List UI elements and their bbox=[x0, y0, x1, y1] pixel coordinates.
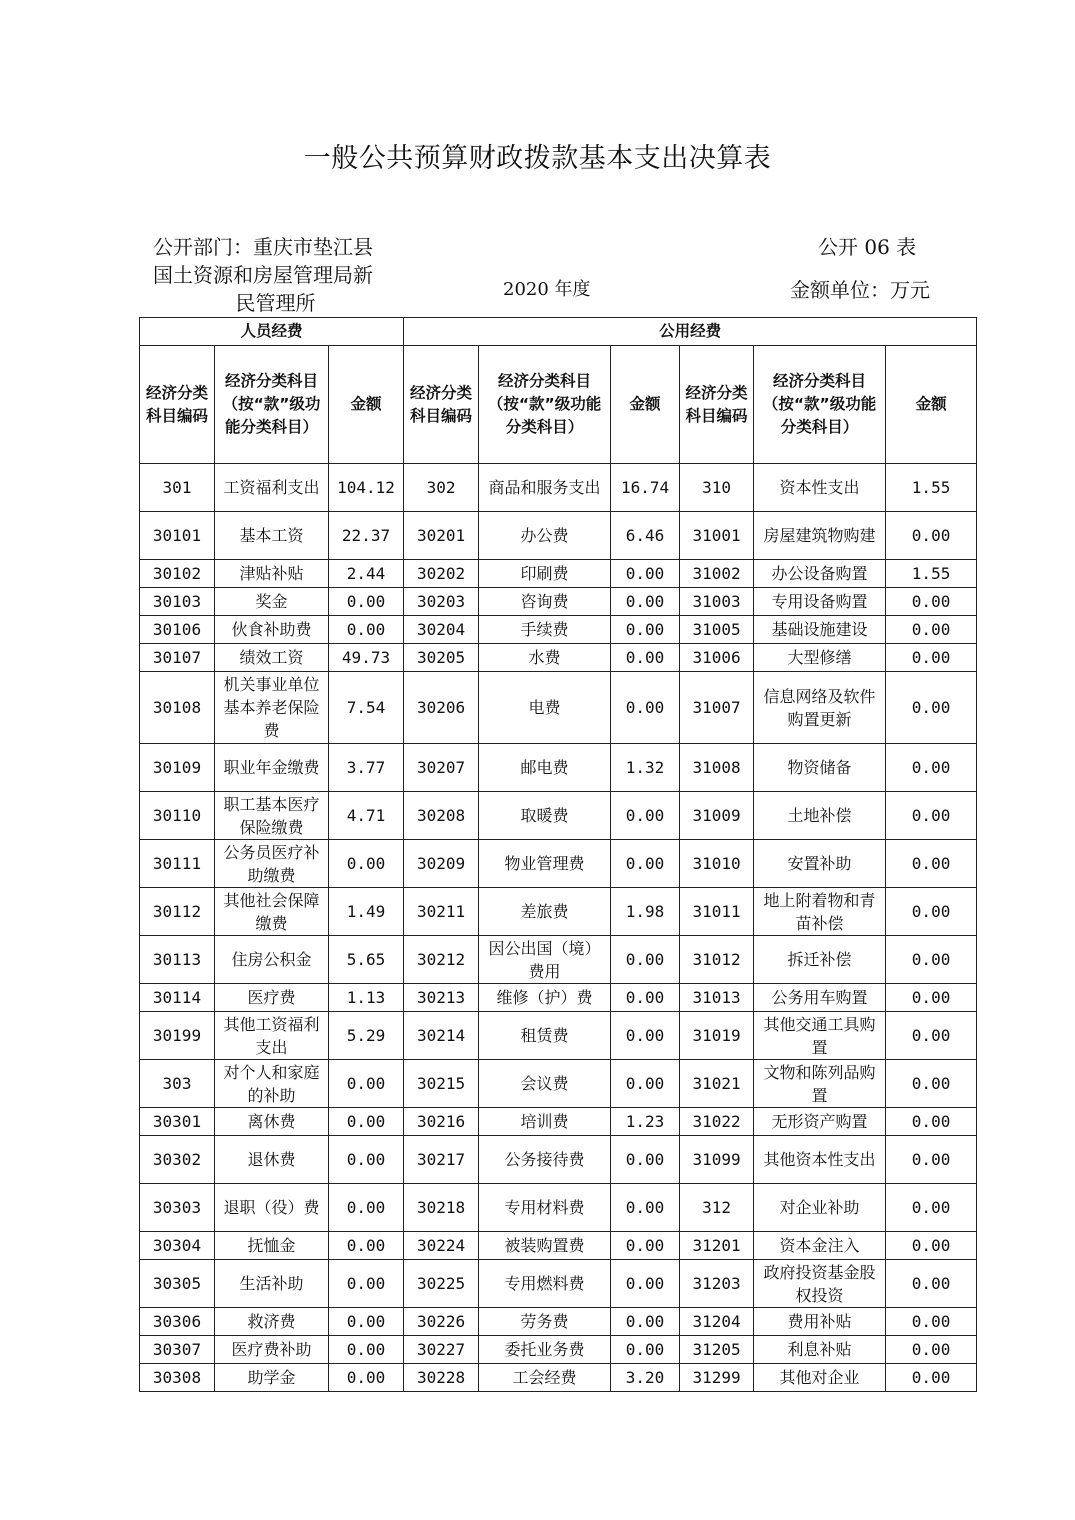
item-code: 31009 bbox=[680, 792, 754, 840]
item-code: 31002 bbox=[680, 560, 754, 588]
item-code: 31201 bbox=[680, 1232, 754, 1260]
item-amount: 0.00 bbox=[886, 1308, 977, 1336]
item-amount: 16.74 bbox=[611, 464, 680, 512]
item-amount: 5.65 bbox=[329, 936, 404, 984]
item-amount: 0.00 bbox=[886, 1060, 977, 1108]
item-amount: 0.00 bbox=[886, 616, 977, 644]
item-name: 对企业补助 bbox=[754, 1184, 886, 1232]
item-name: 职业年金缴费 bbox=[215, 744, 329, 792]
amount-unit: 金额单位：万元 bbox=[790, 278, 930, 302]
item-code: 30305 bbox=[140, 1260, 215, 1308]
table-row bbox=[140, 792, 977, 840]
group-header-personnel: 人员经费 bbox=[140, 318, 404, 346]
item-amount: 104.12 bbox=[329, 464, 404, 512]
item-name: 绩效工资 bbox=[215, 644, 329, 672]
item-amount: 0.00 bbox=[329, 1232, 404, 1260]
item-amount: 1.49 bbox=[329, 888, 404, 936]
item-name: 房屋建筑物购建 bbox=[754, 512, 886, 560]
item-code: 30201 bbox=[404, 512, 479, 560]
item-name: 其他资本性支出 bbox=[754, 1136, 886, 1184]
table-number: 公开 06 表 bbox=[818, 235, 917, 259]
item-amount: 1.55 bbox=[886, 560, 977, 588]
item-amount: 1.55 bbox=[886, 464, 977, 512]
item-amount: 0.00 bbox=[329, 840, 404, 888]
item-code: 31006 bbox=[680, 644, 754, 672]
item-code: 30302 bbox=[140, 1136, 215, 1184]
item-amount: 0.00 bbox=[611, 1232, 680, 1260]
item-amount: 0.00 bbox=[329, 588, 404, 616]
item-code: 31003 bbox=[680, 588, 754, 616]
item-amount: 0.00 bbox=[329, 1336, 404, 1364]
item-name: 资本性支出 bbox=[754, 464, 886, 512]
item-code: 31007 bbox=[680, 672, 754, 744]
item-amount: 2.44 bbox=[329, 560, 404, 588]
item-amount: 0.00 bbox=[611, 644, 680, 672]
item-name: 其他社会保障缴费 bbox=[215, 888, 329, 936]
publishing-department bbox=[153, 233, 398, 317]
item-code: 30218 bbox=[404, 1184, 479, 1232]
table-row bbox=[140, 1336, 977, 1364]
item-code: 30112 bbox=[140, 888, 215, 936]
table-row bbox=[140, 672, 977, 744]
item-amount: 0.00 bbox=[886, 1136, 977, 1184]
item-code: 30107 bbox=[140, 644, 215, 672]
item-amount: 0.00 bbox=[886, 1232, 977, 1260]
item-name: 生活补助 bbox=[215, 1260, 329, 1308]
item-amount: 0.00 bbox=[329, 1308, 404, 1336]
item-name: 大型修缮 bbox=[754, 644, 886, 672]
table-row bbox=[140, 1108, 977, 1136]
item-amount: 0.00 bbox=[611, 672, 680, 744]
item-name: 土地补偿 bbox=[754, 792, 886, 840]
item-name: 商品和服务支出 bbox=[479, 464, 611, 512]
item-code: 30213 bbox=[404, 984, 479, 1012]
item-code: 30103 bbox=[140, 588, 215, 616]
item-code: 30102 bbox=[140, 560, 215, 588]
item-code: 30208 bbox=[404, 792, 479, 840]
item-code: 30199 bbox=[140, 1012, 215, 1060]
item-amount: 0.00 bbox=[886, 588, 977, 616]
fiscal-year: 2020 年度 bbox=[503, 279, 591, 300]
item-code: 30304 bbox=[140, 1232, 215, 1260]
item-amount: 0.00 bbox=[611, 588, 680, 616]
item-amount: 0.00 bbox=[611, 616, 680, 644]
item-code: 312 bbox=[680, 1184, 754, 1232]
item-code: 30207 bbox=[404, 744, 479, 792]
item-amount: 0.00 bbox=[611, 1184, 680, 1232]
item-name: 对个人和家庭的补助 bbox=[215, 1060, 329, 1108]
item-code: 31205 bbox=[680, 1336, 754, 1364]
item-name: 办公设备购置 bbox=[754, 560, 886, 588]
item-amount: 0.00 bbox=[886, 644, 977, 672]
item-amount: 0.00 bbox=[886, 1364, 977, 1392]
item-name: 政府投资基金股权投资 bbox=[754, 1260, 886, 1308]
table-row bbox=[140, 840, 977, 888]
item-code: 31010 bbox=[680, 840, 754, 888]
item-amount: 0.00 bbox=[611, 840, 680, 888]
item-amount: 0.00 bbox=[886, 1260, 977, 1308]
item-name: 奖金 bbox=[215, 588, 329, 616]
item-amount: 0.00 bbox=[611, 1136, 680, 1184]
item-code: 31013 bbox=[680, 984, 754, 1012]
item-name: 离休费 bbox=[215, 1108, 329, 1136]
item-name: 公务用车购置 bbox=[754, 984, 886, 1012]
col-header-amount: 金额 bbox=[329, 346, 404, 464]
col-header-amount: 金额 bbox=[611, 346, 680, 464]
item-name: 取暖费 bbox=[479, 792, 611, 840]
col-header-code: 经济分类科目编码 bbox=[680, 346, 754, 464]
page-title: 一般公共预算财政拨款基本支出决算表 bbox=[303, 143, 772, 174]
col-header-code: 经济分类科目编码 bbox=[140, 346, 215, 464]
item-name: 会议费 bbox=[479, 1060, 611, 1108]
item-code: 30307 bbox=[140, 1336, 215, 1364]
item-name: 机关事业单位基本养老保险费 bbox=[215, 672, 329, 744]
item-name: 专用燃料费 bbox=[479, 1260, 611, 1308]
item-name: 物业管理费 bbox=[479, 840, 611, 888]
item-amount: 0.00 bbox=[329, 1364, 404, 1392]
item-name: 医疗费补助 bbox=[215, 1336, 329, 1364]
item-name: 培训费 bbox=[479, 1108, 611, 1136]
dept-line-3: 民管理所 bbox=[235, 291, 316, 315]
table-row bbox=[140, 644, 977, 672]
item-amount: 49.73 bbox=[329, 644, 404, 672]
col-header-name: 经济分类科目（按“款”级功能分类科目） bbox=[754, 346, 886, 464]
item-amount: 3.77 bbox=[329, 744, 404, 792]
table-body bbox=[140, 464, 977, 1392]
item-name: 维修（护）费 bbox=[479, 984, 611, 1012]
table-row bbox=[140, 984, 977, 1012]
item-name: 工会经费 bbox=[479, 1364, 611, 1392]
table-row bbox=[140, 1364, 977, 1392]
item-code: 30228 bbox=[404, 1364, 479, 1392]
item-code: 30113 bbox=[140, 936, 215, 984]
item-name: 住房公积金 bbox=[215, 936, 329, 984]
item-code: 30114 bbox=[140, 984, 215, 1012]
item-amount: 0.00 bbox=[611, 1060, 680, 1108]
table-row bbox=[140, 936, 977, 984]
item-code: 31012 bbox=[680, 936, 754, 984]
item-amount: 0.00 bbox=[886, 1336, 977, 1364]
table-row bbox=[140, 512, 977, 560]
item-name: 其他对企业 bbox=[754, 1364, 886, 1392]
table-row bbox=[140, 1308, 977, 1336]
item-name: 公务员医疗补助缴费 bbox=[215, 840, 329, 888]
item-name: 手续费 bbox=[479, 616, 611, 644]
item-name: 电费 bbox=[479, 672, 611, 744]
item-name: 救济费 bbox=[215, 1308, 329, 1336]
col-header-name: 经济分类科目（按“款”级功能分类科目） bbox=[215, 346, 329, 464]
item-amount: 0.00 bbox=[886, 1184, 977, 1232]
item-code: 31011 bbox=[680, 888, 754, 936]
expenditure-table bbox=[139, 317, 977, 1392]
item-name: 工资福利支出 bbox=[215, 464, 329, 512]
item-amount: 22.37 bbox=[329, 512, 404, 560]
table-row bbox=[140, 560, 977, 588]
item-code: 30212 bbox=[404, 936, 479, 984]
item-amount: 4.71 bbox=[329, 792, 404, 840]
item-amount: 0.00 bbox=[611, 1260, 680, 1308]
item-name: 无形资产购置 bbox=[754, 1108, 886, 1136]
item-amount: 0.00 bbox=[886, 792, 977, 840]
item-code: 30101 bbox=[140, 512, 215, 560]
item-code: 30111 bbox=[140, 840, 215, 888]
item-code: 30308 bbox=[140, 1364, 215, 1392]
item-amount: 0.00 bbox=[886, 1012, 977, 1060]
item-code: 30108 bbox=[140, 672, 215, 744]
item-name: 退休费 bbox=[215, 1136, 329, 1184]
item-amount: 1.23 bbox=[611, 1108, 680, 1136]
item-code: 302 bbox=[404, 464, 479, 512]
item-amount: 0.00 bbox=[886, 1108, 977, 1136]
table-row bbox=[140, 588, 977, 616]
item-name: 委托业务费 bbox=[479, 1336, 611, 1364]
item-name: 租赁费 bbox=[479, 1012, 611, 1060]
item-code: 30109 bbox=[140, 744, 215, 792]
item-code: 31203 bbox=[680, 1260, 754, 1308]
item-amount: 6.46 bbox=[611, 512, 680, 560]
item-code: 30227 bbox=[404, 1336, 479, 1364]
item-name: 基本工资 bbox=[215, 512, 329, 560]
table-row bbox=[140, 1232, 977, 1260]
item-amount: 0.00 bbox=[611, 560, 680, 588]
col-header-amount: 金额 bbox=[886, 346, 977, 464]
item-name: 拆迁补偿 bbox=[754, 936, 886, 984]
dept-line-2: 国土资源和房屋管理局新 bbox=[153, 263, 373, 287]
item-code: 31001 bbox=[680, 512, 754, 560]
item-amount: 0.00 bbox=[886, 840, 977, 888]
item-code: 301 bbox=[140, 464, 215, 512]
item-code: 30217 bbox=[404, 1136, 479, 1184]
item-name: 因公出国（境）费用 bbox=[479, 936, 611, 984]
item-name: 专用设备购置 bbox=[754, 588, 886, 616]
item-code: 30206 bbox=[404, 672, 479, 744]
item-name: 印刷费 bbox=[479, 560, 611, 588]
item-amount: 1.32 bbox=[611, 744, 680, 792]
item-name: 其他交通工具购置 bbox=[754, 1012, 886, 1060]
item-amount: 5.29 bbox=[329, 1012, 404, 1060]
item-amount: 0.00 bbox=[886, 672, 977, 744]
item-name: 差旅费 bbox=[479, 888, 611, 936]
item-name: 办公费 bbox=[479, 512, 611, 560]
item-name: 被装购置费 bbox=[479, 1232, 611, 1260]
item-code: 31099 bbox=[680, 1136, 754, 1184]
item-amount: 0.00 bbox=[329, 1184, 404, 1232]
item-amount: 3.20 bbox=[611, 1364, 680, 1392]
item-code: 30226 bbox=[404, 1308, 479, 1336]
item-amount: 0.00 bbox=[886, 512, 977, 560]
item-code: 30211 bbox=[404, 888, 479, 936]
item-amount: 0.00 bbox=[611, 984, 680, 1012]
col-header-name: 经济分类科目（按“款”级功能分类科目） bbox=[479, 346, 611, 464]
item-name: 物资储备 bbox=[754, 744, 886, 792]
item-amount: 0.00 bbox=[611, 1308, 680, 1336]
item-name: 邮电费 bbox=[479, 744, 611, 792]
group-header-public: 公用经费 bbox=[404, 318, 977, 346]
item-amount: 0.00 bbox=[611, 792, 680, 840]
item-code: 31021 bbox=[680, 1060, 754, 1108]
item-name: 咨询费 bbox=[479, 588, 611, 616]
item-code: 30215 bbox=[404, 1060, 479, 1108]
item-code: 30110 bbox=[140, 792, 215, 840]
item-name: 基础设施建设 bbox=[754, 616, 886, 644]
item-amount: 0.00 bbox=[886, 984, 977, 1012]
item-name: 劳务费 bbox=[479, 1308, 611, 1336]
item-name: 利息补贴 bbox=[754, 1336, 886, 1364]
table-row bbox=[140, 1184, 977, 1232]
item-code: 30204 bbox=[404, 616, 479, 644]
table-row bbox=[140, 744, 977, 792]
item-amount: 0.00 bbox=[329, 1260, 404, 1308]
item-amount: 0.00 bbox=[611, 1336, 680, 1364]
item-amount: 0.00 bbox=[611, 1012, 680, 1060]
item-name: 安置补助 bbox=[754, 840, 886, 888]
item-code: 30214 bbox=[404, 1012, 479, 1060]
table-row bbox=[140, 1136, 977, 1184]
item-code: 310 bbox=[680, 464, 754, 512]
table-row bbox=[140, 888, 977, 936]
table-row bbox=[140, 1260, 977, 1308]
item-amount: 0.00 bbox=[329, 1060, 404, 1108]
item-name: 抚恤金 bbox=[215, 1232, 329, 1260]
item-amount: 1.98 bbox=[611, 888, 680, 936]
item-code: 303 bbox=[140, 1060, 215, 1108]
item-code: 30209 bbox=[404, 840, 479, 888]
item-amount: 7.54 bbox=[329, 672, 404, 744]
item-code: 31299 bbox=[680, 1364, 754, 1392]
item-code: 30216 bbox=[404, 1108, 479, 1136]
item-name: 费用补贴 bbox=[754, 1308, 886, 1336]
item-code: 30224 bbox=[404, 1232, 479, 1260]
item-code: 31019 bbox=[680, 1012, 754, 1060]
item-code: 30301 bbox=[140, 1108, 215, 1136]
item-amount: 1.13 bbox=[329, 984, 404, 1012]
table-row bbox=[140, 616, 977, 644]
item-amount: 0.00 bbox=[329, 1108, 404, 1136]
item-code: 31022 bbox=[680, 1108, 754, 1136]
item-code: 30202 bbox=[404, 560, 479, 588]
item-name: 文物和陈列品购置 bbox=[754, 1060, 886, 1108]
item-code: 30106 bbox=[140, 616, 215, 644]
item-code: 31204 bbox=[680, 1308, 754, 1336]
item-name: 资本金注入 bbox=[754, 1232, 886, 1260]
table-row bbox=[140, 1012, 977, 1060]
item-amount: 0.00 bbox=[329, 1136, 404, 1184]
item-amount: 0.00 bbox=[611, 936, 680, 984]
item-code: 30205 bbox=[404, 644, 479, 672]
item-code: 30225 bbox=[404, 1260, 479, 1308]
col-header-code: 经济分类科目编码 bbox=[404, 346, 479, 464]
item-amount: 0.00 bbox=[886, 936, 977, 984]
item-name: 水费 bbox=[479, 644, 611, 672]
item-name: 公务接待费 bbox=[479, 1136, 611, 1184]
item-name: 医疗费 bbox=[215, 984, 329, 1012]
item-amount: 0.00 bbox=[886, 744, 977, 792]
table-row bbox=[140, 464, 977, 512]
item-code: 31005 bbox=[680, 616, 754, 644]
item-name: 地上附着物和青苗补偿 bbox=[754, 888, 886, 936]
item-name: 津贴补贴 bbox=[215, 560, 329, 588]
table-row bbox=[140, 1060, 977, 1108]
item-code: 30203 bbox=[404, 588, 479, 616]
item-name: 信息网络及软件购置更新 bbox=[754, 672, 886, 744]
item-name: 伙食补助费 bbox=[215, 616, 329, 644]
item-code: 31008 bbox=[680, 744, 754, 792]
item-code: 30306 bbox=[140, 1308, 215, 1336]
item-name: 其他工资福利支出 bbox=[215, 1012, 329, 1060]
item-name: 退职（役）费 bbox=[215, 1184, 329, 1232]
item-amount: 0.00 bbox=[329, 616, 404, 644]
item-name: 助学金 bbox=[215, 1364, 329, 1392]
item-name: 职工基本医疗保险缴费 bbox=[215, 792, 329, 840]
item-code: 30303 bbox=[140, 1184, 215, 1232]
dept-line-1: 公开部门：重庆市垫江县 bbox=[153, 235, 373, 259]
item-amount: 0.00 bbox=[886, 888, 977, 936]
item-name: 专用材料费 bbox=[479, 1184, 611, 1232]
